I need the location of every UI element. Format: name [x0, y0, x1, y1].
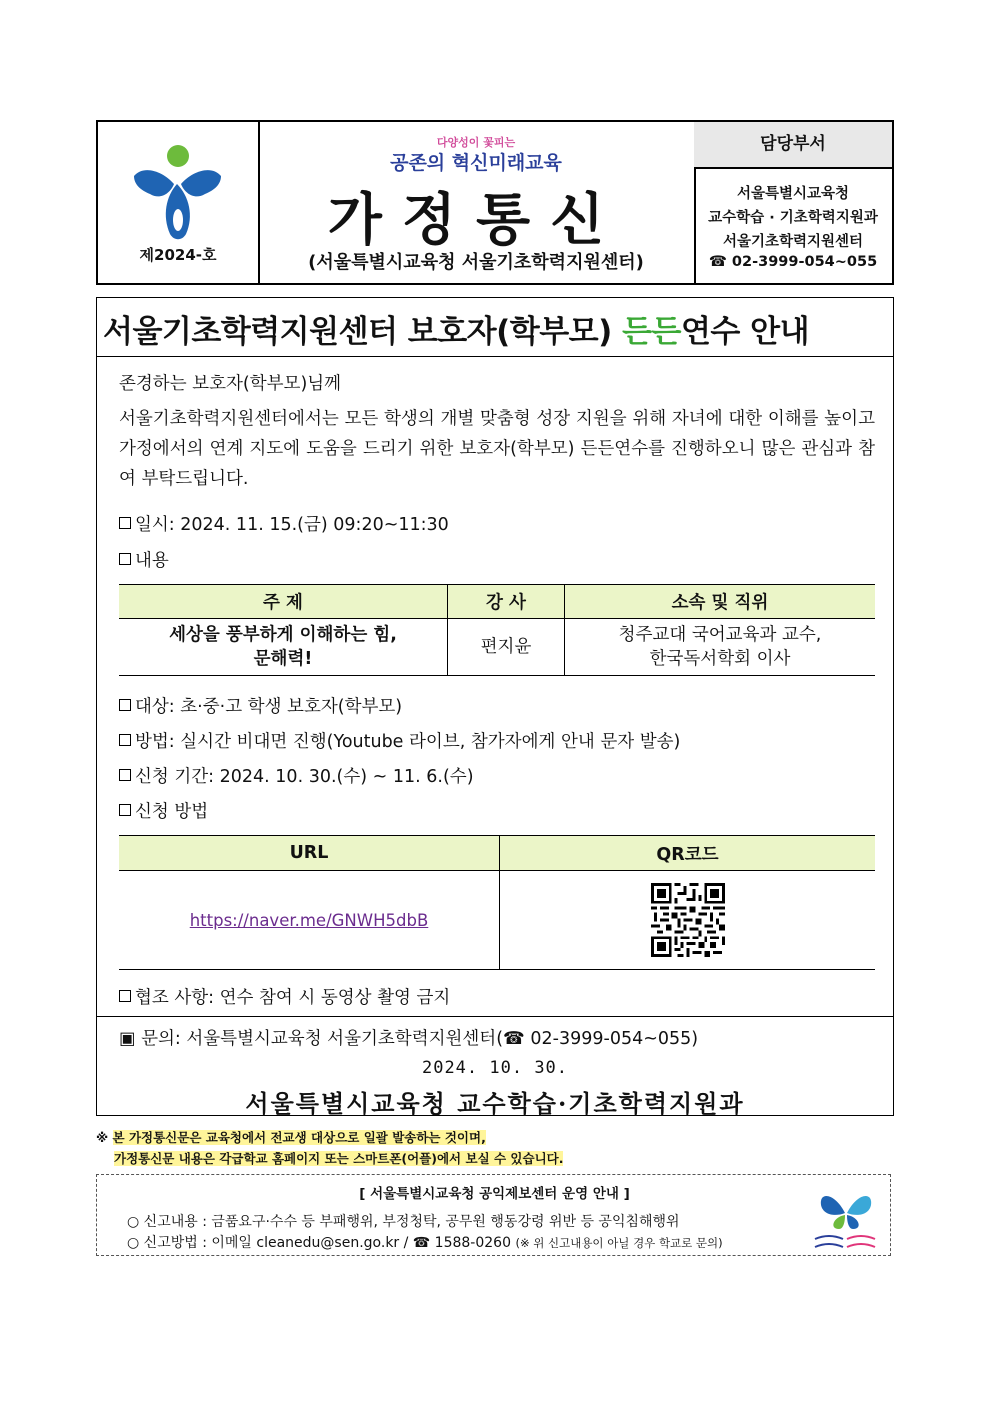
registration-link[interactable]: https://naver.me/GNWH5dbB	[189, 910, 429, 930]
issue-date: 2024. 10. 30.	[421, 1058, 569, 1078]
apply-item	[119, 798, 208, 823]
cooperation-item	[119, 984, 450, 1009]
report-title: [ 서울특별시교육청 공익제보센터 운영 안내 ]	[359, 1186, 630, 1202]
topic-line: 세상을 풍부하게 이해하는 힘,	[169, 625, 397, 645]
content-item	[119, 547, 169, 572]
main-notice-box	[96, 297, 894, 1116]
target-item	[119, 693, 402, 718]
report-method-text: ○ 신고방법 : 이메일 cleanedu@sen.go.kr / ☎ 1588-0260	[127, 1235, 511, 1251]
issue-number: 제2024-호	[139, 246, 217, 264]
note-text: 본 가정통신문은 교육청에서 전교생 대상으로 일괄 발송하는 것이며,	[112, 1130, 486, 1145]
content-item-text: 내용	[135, 551, 169, 571]
department-header: 담당부서	[694, 122, 892, 169]
table-header: 소속 및 직위	[565, 585, 876, 619]
slogan-small: 다양성이 꽃피는	[436, 136, 516, 149]
checkbox-bullet-icon	[119, 769, 131, 781]
note-text: 가정통신문 내용은 각급학교 홈페이지 또는 스마트폰(어플)에서 보실 수 있습니다.	[114, 1151, 564, 1166]
notice-heading	[103, 306, 809, 351]
note-line	[96, 1127, 563, 1148]
qr-code-icon[interactable]	[651, 883, 725, 957]
table-row	[119, 871, 875, 970]
checkbox-bullet-icon	[119, 699, 131, 711]
report-method-line	[127, 1232, 723, 1252]
url-cell	[119, 871, 500, 970]
butterfly-logo-icon	[809, 1183, 881, 1251]
heading-bar	[97, 298, 893, 357]
heading-dd-text: 든든	[622, 314, 681, 350]
note-mark: ※	[96, 1130, 109, 1145]
checkbox-bullet-icon	[119, 517, 131, 529]
qr-cell	[500, 871, 876, 970]
department-line: 교수학습 · 기초학력지원과	[708, 210, 878, 226]
date-item-text: 일시: 2024. 11. 15.(금) 09:20~11:30	[135, 515, 449, 535]
report-method-note: (※ 위 신고내용이 아닐 경우 학교로 문의)	[515, 1236, 723, 1250]
note-line	[96, 1148, 563, 1169]
slogan: 공존의 혁신미래교육	[390, 152, 562, 174]
date-item	[119, 511, 449, 536]
topic-cell	[119, 619, 448, 676]
affiliation-line: 한국독서학회 이사	[649, 649, 791, 669]
table-header: 주 제	[119, 585, 448, 619]
table-header: QR코드	[500, 836, 876, 871]
heading-text-end: 연수 안내	[680, 314, 810, 350]
cooperation-item-text: 협조 사항: 연수 참여 시 동영상 촬영 금지	[135, 988, 451, 1008]
issuer: 서울특별시교육청 교수학습·기초학력지원과	[245, 1089, 745, 1118]
department-line: 서울기초학력지원센터	[722, 234, 864, 250]
logo-cell	[98, 122, 260, 283]
table-header-row	[119, 585, 875, 619]
divider	[97, 1016, 893, 1017]
speaker-cell: 편지윤	[448, 619, 565, 676]
intro-paragraph: 서울기초학력지원센터에서는 모든 학생의 개별 맞춤형 성장 지원을 위해 자녀에 대한 이해를 높이고 가정에서의 연계 지도에 도움을 드리기 위한 보호자(학부모) 든든연수를 진행하오니 많은 관심과 참여 부탁드립니다.	[119, 409, 875, 489]
table-header: 강 사	[448, 585, 565, 619]
checkbox-bullet-icon	[119, 804, 131, 816]
checkbox-bullet-icon	[119, 990, 131, 1002]
url-table	[119, 835, 875, 970]
checkbox-bullet-icon	[119, 734, 131, 746]
checkbox-bullet-icon	[119, 553, 131, 565]
target-item-text: 대상: 초·중·고 학생 보호자(학부모)	[135, 697, 403, 717]
greeting: 존경하는 보호자(학부모)님께	[119, 374, 342, 394]
title-cell	[258, 122, 696, 283]
department-cell	[694, 122, 892, 283]
department-line: 서울특별시교육청	[736, 186, 850, 202]
header-box	[96, 120, 894, 285]
heading-text: 서울기초학력지원센터 보호자(학부모)	[103, 314, 623, 350]
report-content-line: ○ 신고내용 : 금품요구·수수 등 부패행위, 부정청탁, 공무원 행동강령 위반 등 공익침해행위	[127, 1214, 680, 1230]
inquiry-line: ▣ 문의: 서울특별시교육청 서울기초학력지원센터(☎ 02-3999-054~055)	[119, 1029, 699, 1049]
table-row	[119, 619, 875, 676]
period-item-text: 신청 기간: 2024. 10. 30.(수) ~ 11. 6.(수)	[135, 767, 474, 787]
page-subtitle: (서울특별시교육청 서울기초학력지원센터)	[308, 252, 644, 273]
affiliation-cell	[565, 619, 876, 676]
apply-item-text: 신청 방법	[135, 802, 209, 822]
method-item-text: 방법: 실시간 비대면 진행(Youtube 라이브, 참가자에게 안내 문자 발송)	[135, 732, 681, 752]
affiliation-line: 청주교대 국어교육과 교수,	[618, 625, 822, 645]
topic-table	[119, 584, 875, 676]
department-phone: ☎ 02-3999-054~055	[708, 254, 878, 270]
table-header-row	[119, 836, 875, 871]
report-center-box	[96, 1174, 891, 1256]
table-header: URL	[119, 836, 500, 871]
distribution-note	[96, 1127, 563, 1169]
period-item	[119, 763, 474, 788]
method-item	[119, 728, 680, 753]
page-title: 가정통신	[327, 187, 625, 253]
seoul-education-logo-icon	[130, 142, 225, 242]
topic-line: 문해력!	[253, 649, 313, 669]
